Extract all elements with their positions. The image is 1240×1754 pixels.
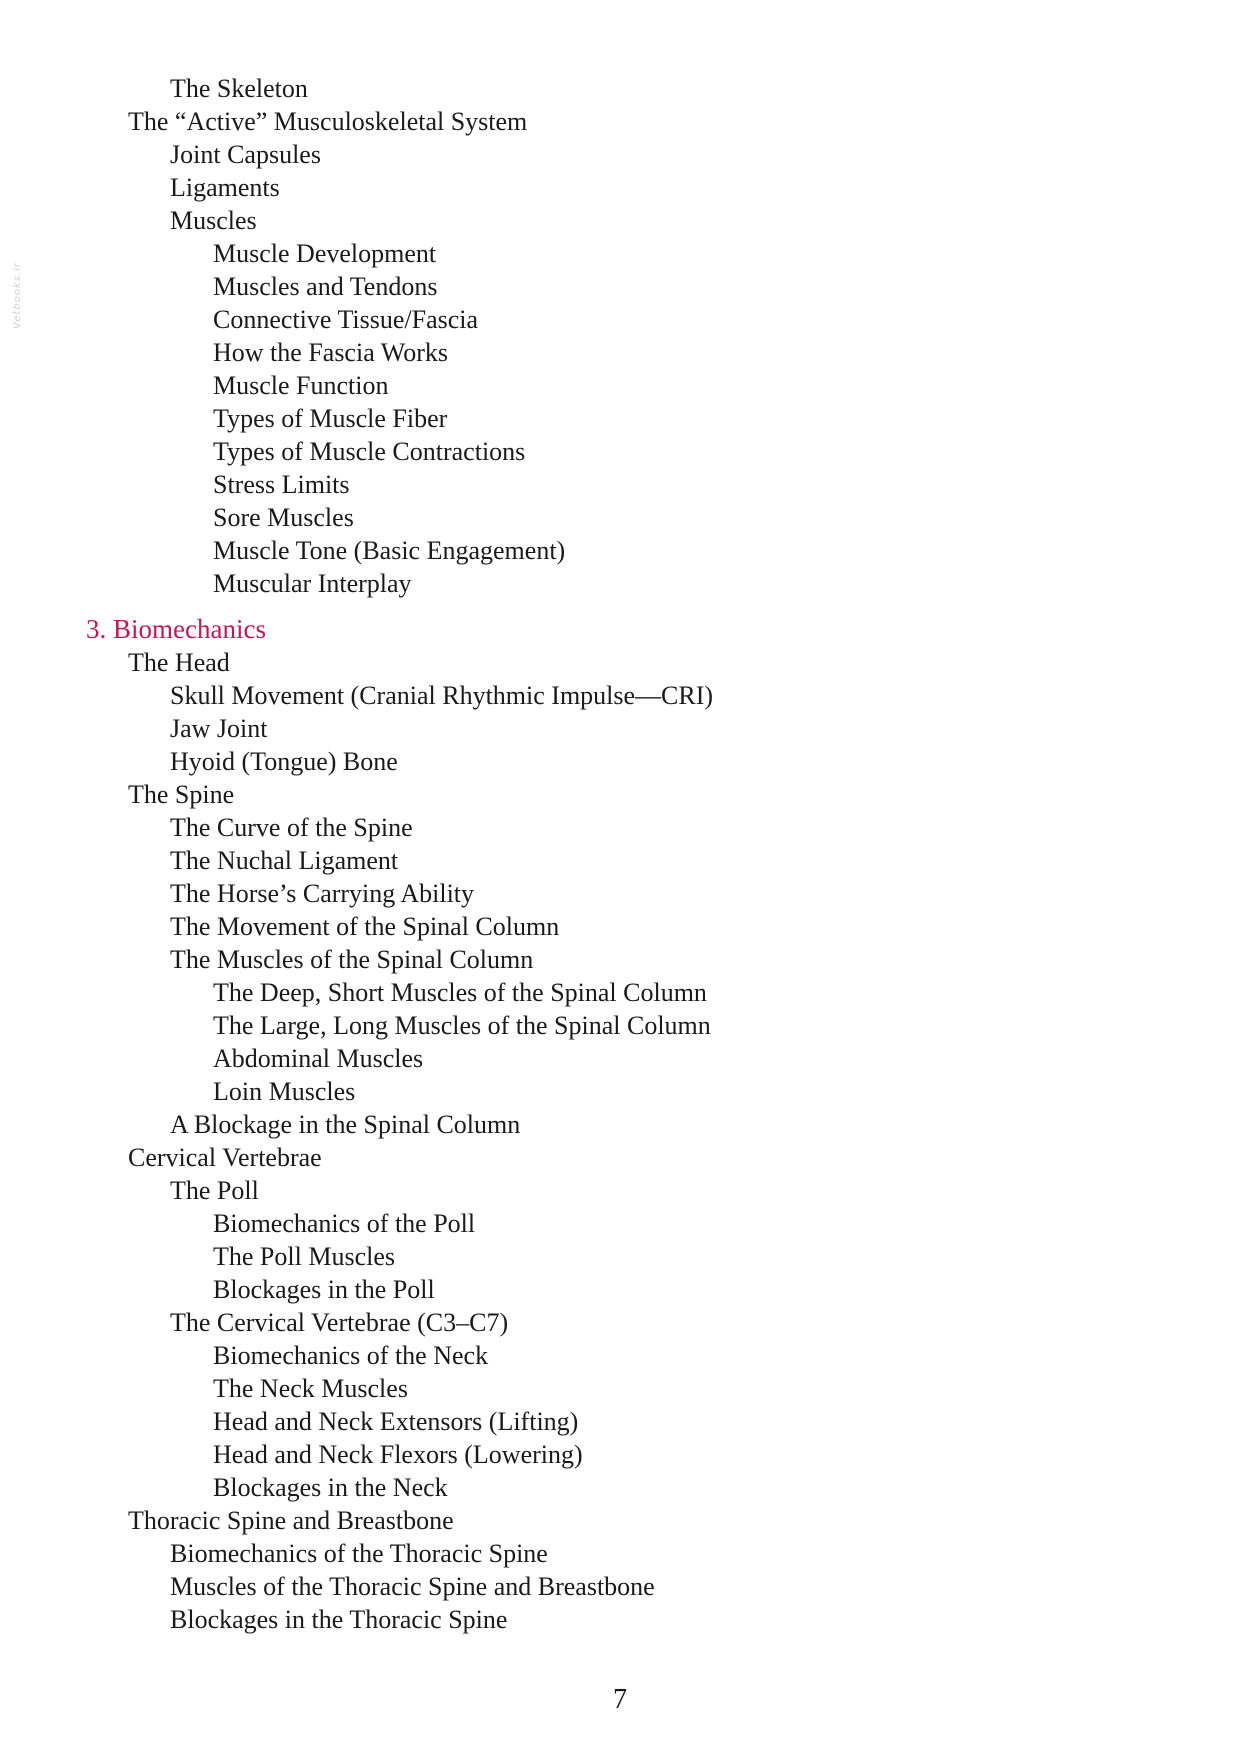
toc-entry: The Nuchal Ligament: [170, 846, 399, 875]
toc-entry: Connective Tissue/Fascia: [213, 305, 479, 334]
toc-entry: Muscles and Tendons: [213, 272, 438, 301]
toc-entry: Types of Muscle Fiber: [213, 404, 448, 433]
toc-entry: The Muscles of the Spinal Column: [170, 945, 534, 974]
toc-entry: Biomechanics of the Poll: [213, 1209, 476, 1238]
toc-entry: Biomechanics of the Neck: [213, 1341, 489, 1370]
toc-entry: The Poll Muscles: [213, 1242, 395, 1271]
toc-entry: Abdominal Muscles: [213, 1044, 424, 1073]
toc-entry: Blockages in the Poll: [213, 1275, 435, 1304]
toc-entry: Muscle Function: [213, 371, 389, 400]
toc-entry: Biomechanics of the Thoracic Spine: [170, 1539, 548, 1568]
toc-entry: The Movement of the Spinal Column: [170, 912, 560, 941]
toc-entry: Stress Limits: [213, 470, 350, 499]
toc-entry: The Spine: [128, 780, 235, 809]
toc-entry: A Blockage in the Spinal Column: [170, 1110, 521, 1139]
toc-entry: Skull Movement (Cranial Rhythmic Impulse—CRI): [170, 681, 714, 710]
toc-entry: The Cervical Vertebrae (C3–C7): [170, 1308, 509, 1337]
toc-entry: The Skeleton: [170, 74, 308, 103]
table-of-contents: [86, 72, 1146, 1636]
toc-entry: Muscles of the Thoracic Spine and Breastbone: [170, 1572, 655, 1601]
toc-entry: Cervical Vertebrae: [128, 1143, 322, 1172]
toc-entry: Types of Muscle Contractions: [213, 437, 526, 466]
toc-entry: Ligaments: [170, 173, 280, 202]
toc-entry: The Poll: [170, 1176, 259, 1205]
toc-entry: Sore Muscles: [213, 503, 354, 532]
toc-entry: The Deep, Short Muscles of the Spinal Column: [213, 978, 707, 1007]
toc-entry: Hyoid (Tongue) Bone: [170, 747, 398, 776]
toc-entry: Jaw Joint: [170, 714, 268, 743]
toc-entry: The Large, Long Muscles of the Spinal Column: [213, 1011, 711, 1040]
toc-entry: How the Fascia Works: [213, 338, 449, 367]
watermark: Vetbooks.ir: [11, 262, 23, 329]
toc-entry: Blockages in the Neck: [213, 1473, 448, 1502]
toc-preamble: [86, 72, 1146, 600]
page-number: 7: [613, 1684, 627, 1715]
chapter-title: 3. Biomechanics: [86, 614, 266, 644]
toc-entry: Muscle Development: [213, 239, 437, 268]
toc-entry: Head and Neck Flexors (Lowering): [213, 1440, 583, 1469]
toc-entry: The Head: [128, 648, 230, 677]
toc-entry: Muscles: [170, 206, 257, 235]
toc-entry: The Neck Muscles: [213, 1374, 408, 1403]
toc-entry: The Horse’s Carrying Ability: [170, 879, 475, 908]
toc-chapter-entries: [86, 646, 1146, 1636]
toc-entry: The “Active” Musculoskeletal System: [128, 107, 528, 136]
toc-entry: Muscle Tone (Basic Engagement): [213, 536, 566, 565]
toc-entry: Loin Muscles: [213, 1077, 356, 1106]
toc-entry: Muscular Interplay: [213, 569, 412, 598]
toc-entry: Head and Neck Extensors (Lifting): [213, 1407, 579, 1436]
toc-entry: Blockages in the Thoracic Spine: [170, 1605, 508, 1634]
toc-entry: Thoracic Spine and Breastbone: [128, 1506, 454, 1535]
toc-entry: The Curve of the Spine: [170, 813, 413, 842]
toc-entry: Joint Capsules: [170, 140, 321, 169]
